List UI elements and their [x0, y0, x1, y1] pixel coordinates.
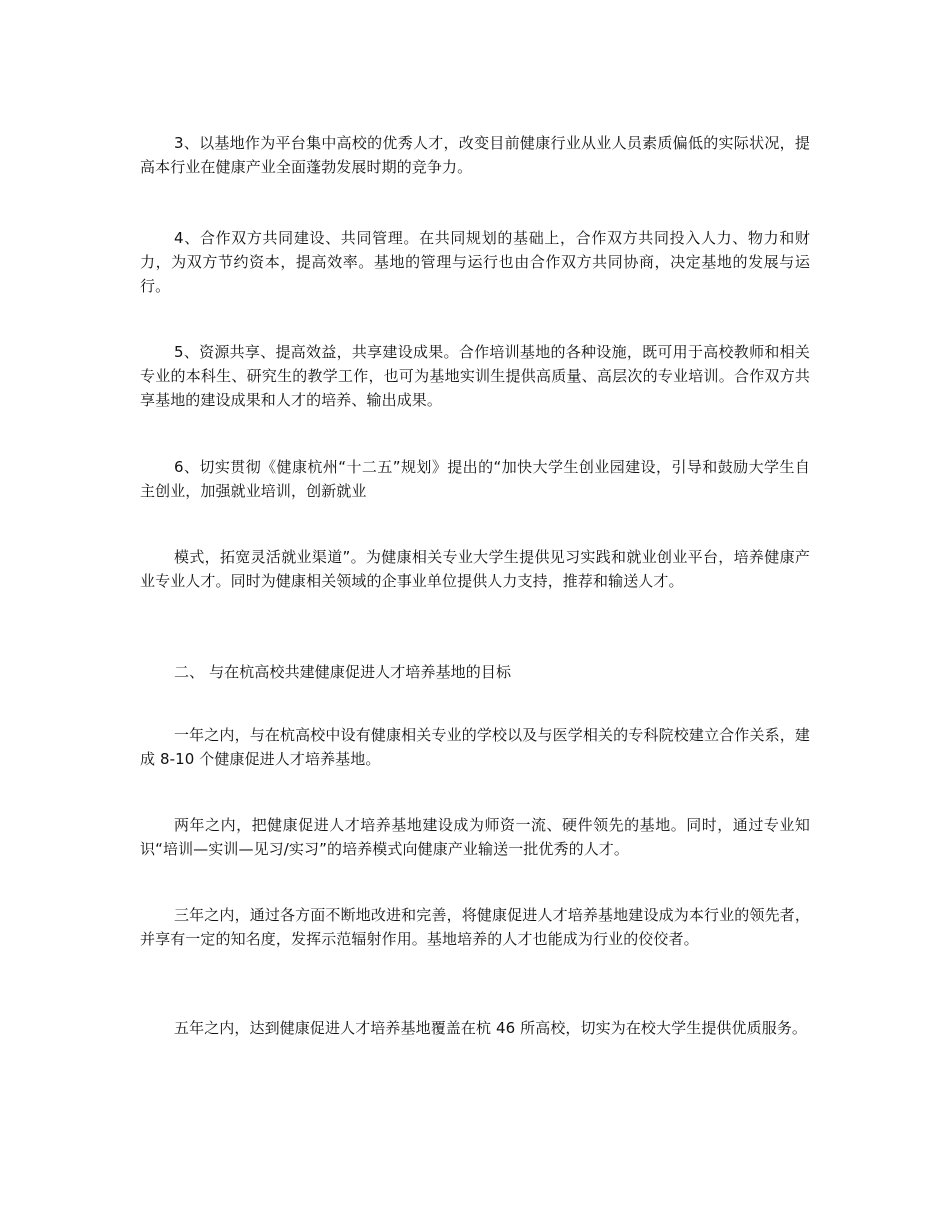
paragraph-item-6: 6、切实贯彻《健康杭州“十二五”规划》提出的“加快大学生创业园建设，引导和鼓励大学生自主创业，加强就业培训，创新就业 [140, 458, 810, 500]
paragraph-item-3: 3、以基地作为平台集中高校的优秀人才，改变目前健康行业从业人员素质偏低的实际状况，提高本行业在健康产业全面蓬勃发展时期的竞争力。 [140, 134, 810, 176]
paragraph-item-6-continued: 模式，拓宽灵活就业渠道”。为健康相关专业大学生提供见习实践和就业创业平台，培养健康产业专业人才。同时为健康相关领域的企事业单位提供人力支持，推荐和输送人才。 [140, 548, 810, 590]
paragraph-three-year-goal: 三年之内，通过各方面不断地改进和完善，将健康促进人才培养基地建设成为本行业的领先者，并享有一定的知名度，发挥示范辐射作用。基地培养的人才也能成为行业的佼佼者。 [140, 906, 810, 948]
paragraph-five-year-goal: 五年之内，达到健康促进人才培养基地覆盖在杭 46 所高校，切实为在校大学生提供优质服务。 [174, 1019, 808, 1037]
section-heading: 二、 与在杭高校共建健康促进人才培养基地的目标 [174, 663, 512, 681]
paragraph-item-5: 5、资源共享、提高效益，共享建设成果。合作培训基地的各种设施，既可用于高校教师和相关专业的本科生、研究生的教学工作，也可为基地实训生提供高质量、高层次的专业培训。合作双方共享基地的建设成果和人才的培养、输出成果。 [140, 343, 810, 409]
paragraph-item-4: 4、合作双方共同建设、共同管理。在共同规划的基础上，合作双方共同投入人力、物力和财力，为双方节约资本，提高效率。基地的管理与运行也由合作双方共同协商，决定基地的发展与运行。 [140, 229, 810, 295]
paragraph-one-year-goal: 一年之内，与在杭高校中设有健康相关专业的学校以及与医学相关的专科院校建立合作关系，建成 8-10 个健康促进人才培养基地。 [140, 726, 810, 768]
paragraph-two-year-goal: 两年之内，把健康促进人才培养基地建设成为师资一流、硬件领先的基地。同时，通过专业知识“培训—实训—见习/实习”的培养模式向健康产业输送一批优秀的人才。 [140, 816, 810, 858]
